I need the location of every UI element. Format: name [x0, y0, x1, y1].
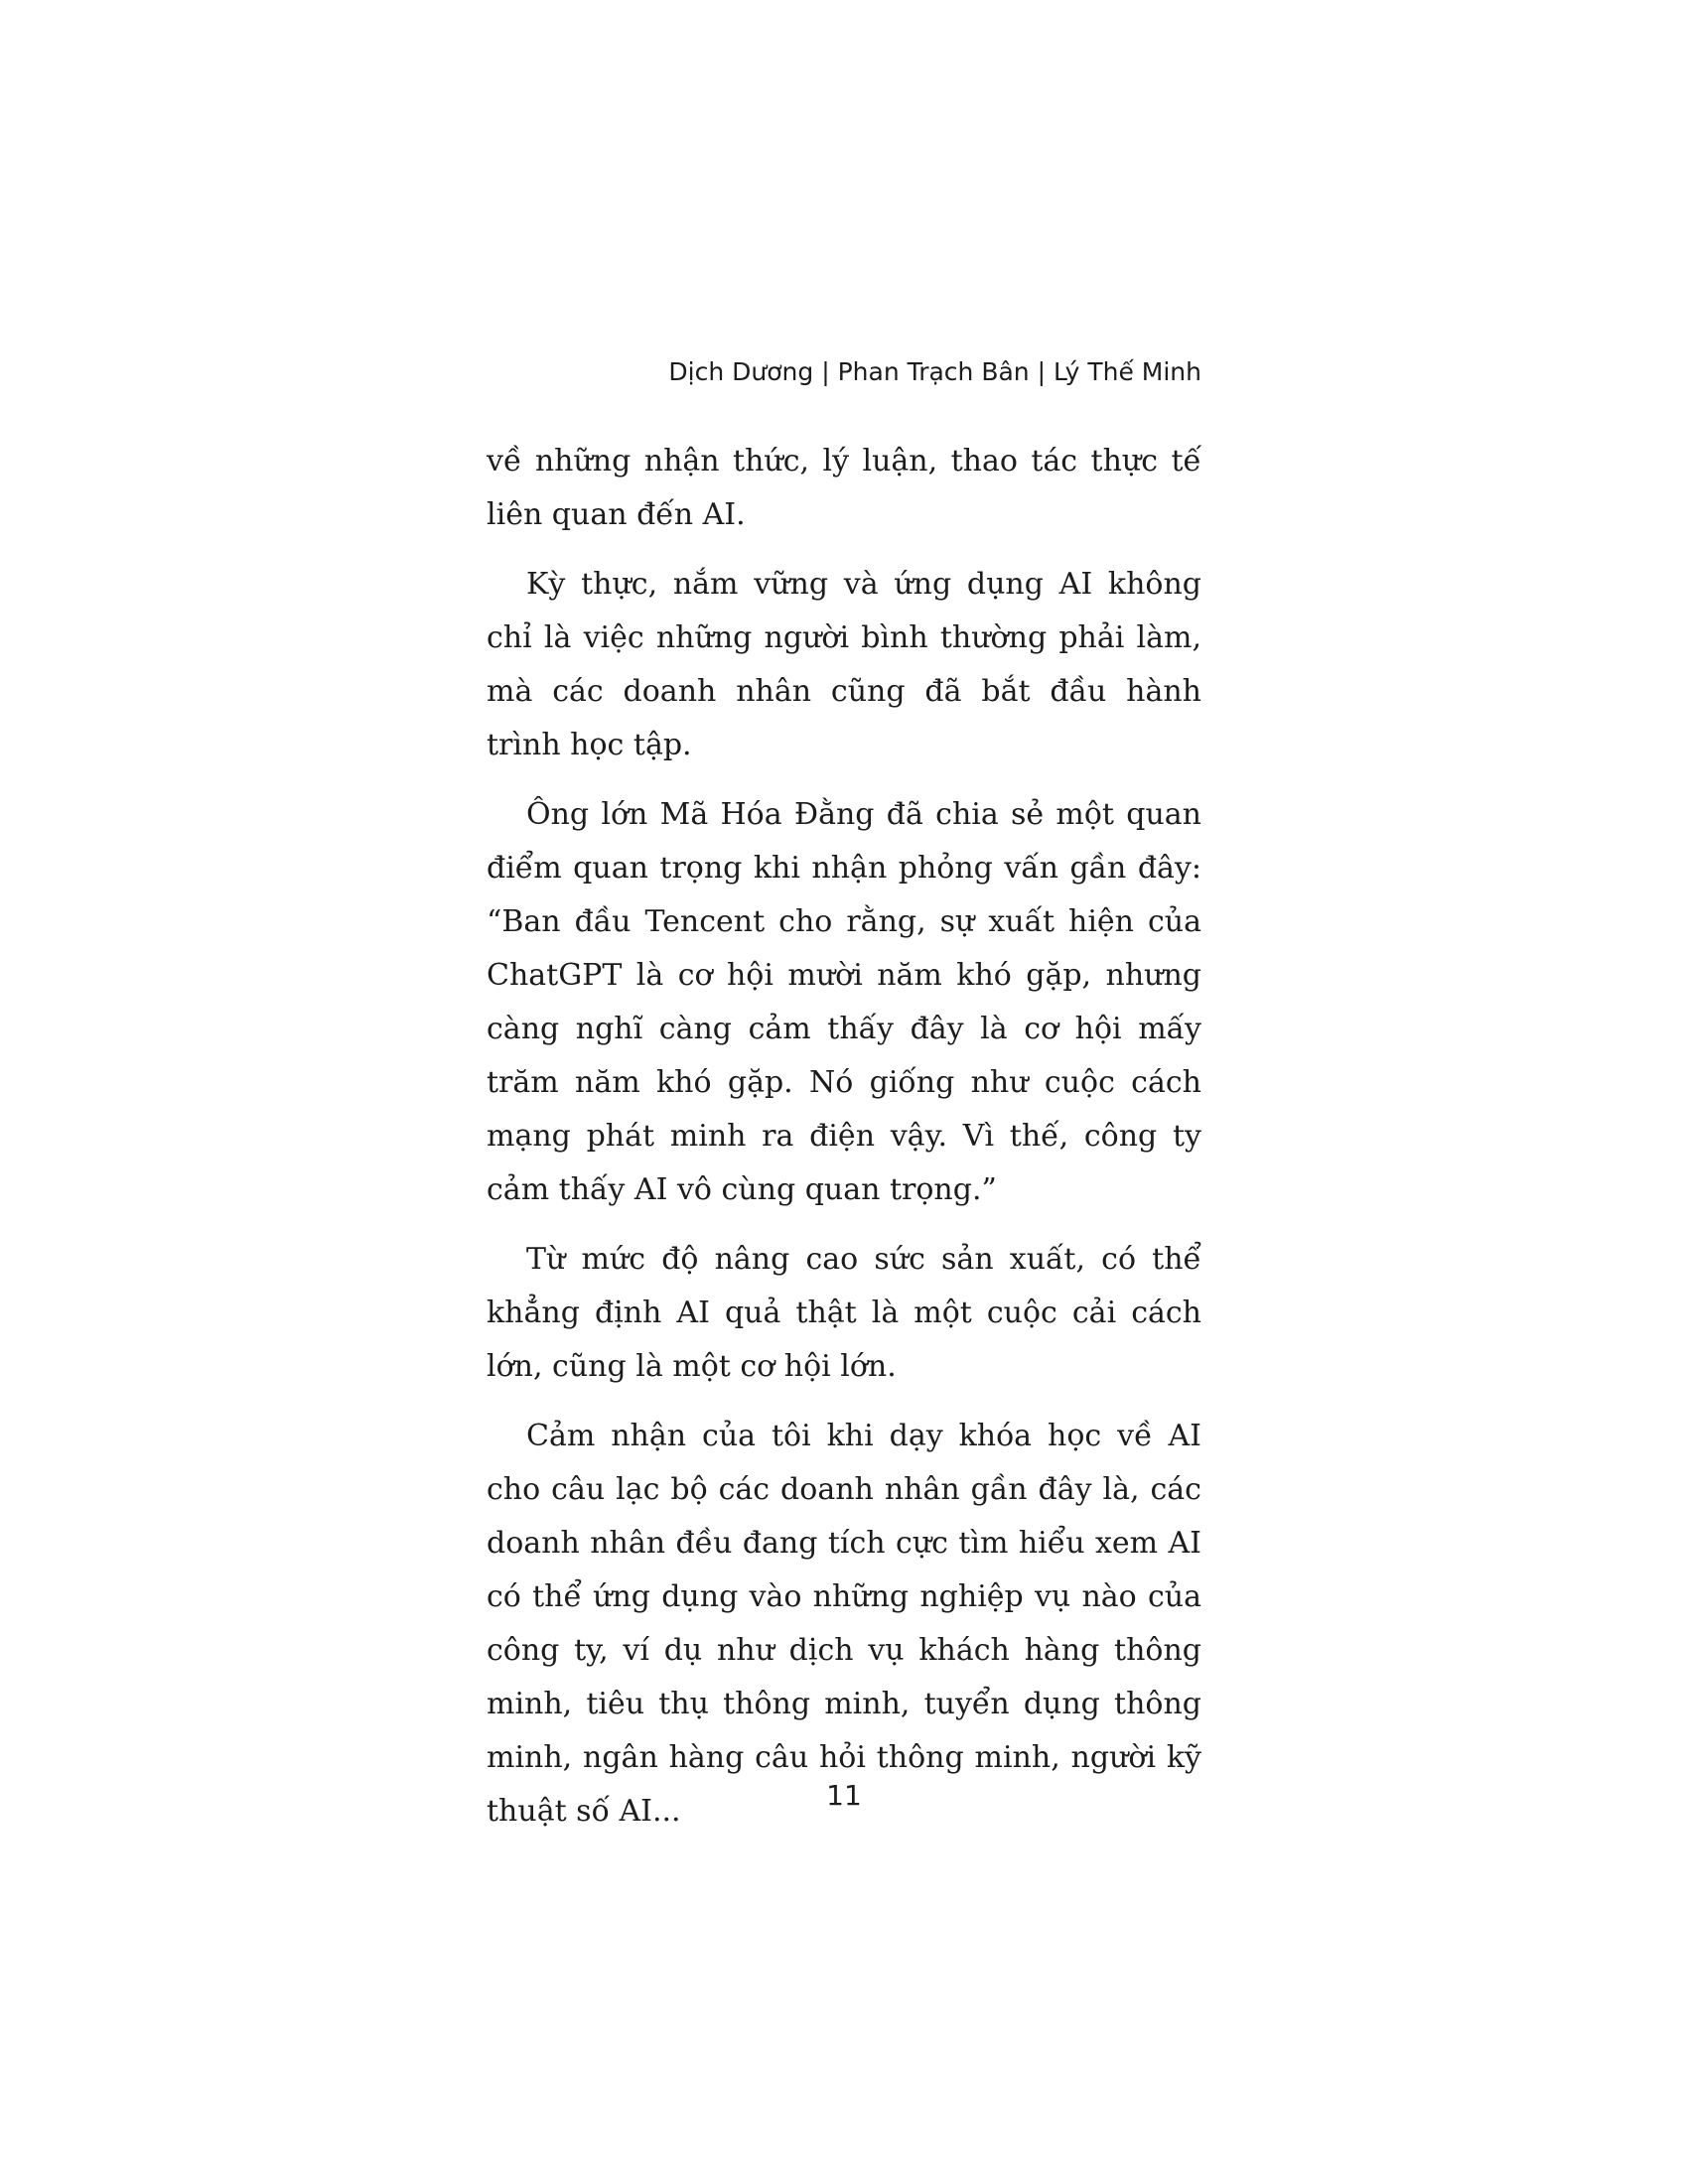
- paragraph: Ông lớn Mã Hóa Đằng đã chia sẻ một quan điểm quan trọng khi nhận phỏng vấn gần đây: “Ban đầu Tencent cho rằng, sự xuất hiện của ChatGPT là cơ hội mười năm khó gặp, nhưng càng nghĩ càng cảm thấy đây là cơ hội mấy trăm năm khó gặp. Nó giống như cuộc cách mạng phát minh ra điện vậy. Vì thế, công ty cảm thấy AI vô cùng quan trọng.”: [487, 797, 1201, 1207]
- paragraph: Cảm nhận của tôi khi dạy khóa học về AI cho câu lạc bộ các doanh nhân gần đây là, các doanh nhân đều đang tích cực tìm hiểu xem AI có thể ứng dụng vào những nghiệp vụ nào của công ty, ví dụ như dịch vụ khách hàng thông minh, tiêu thụ thông minh, tuyển dụng thông minh, ngân hàng câu hỏi thông minh, người kỹ thuật số AI...: [487, 1419, 1201, 1829]
- paragraph-continuation: về những nhận thức, lý luận, thao tác thực tế liên quan đến AI.: [487, 444, 1201, 532]
- paragraph: Từ mức độ nâng cao sức sản xuất, có thể khẳng định AI quả thật là một cuộc cải cách lớn, cũng là một cơ hội lớn.: [487, 1242, 1201, 1384]
- page-number: 11: [826, 1779, 862, 1812]
- body-text: [487, 435, 1201, 1854]
- paragraph: Kỳ thực, nắm vững và ứng dụng AI không chỉ là việc những người bình thường phải làm, mà các doanh nhân cũng đã bắt đầu hành trình học tập.: [487, 567, 1201, 762]
- running-header: Dịch Dương | Phan Trạch Bân | Lý Thế Minh: [668, 357, 1201, 386]
